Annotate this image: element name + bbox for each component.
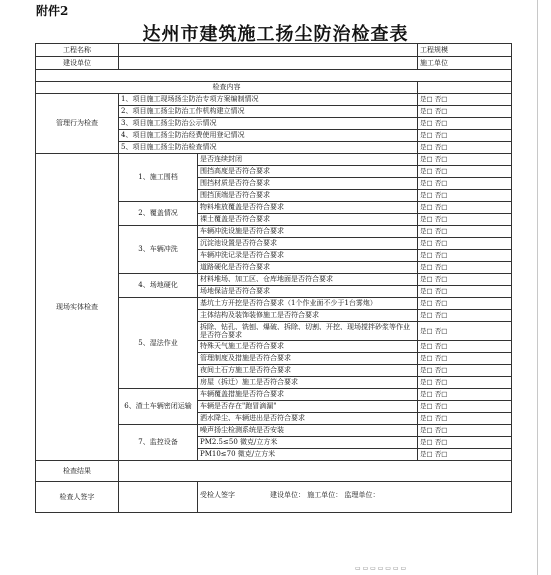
yes-no-checkbox[interactable]: 是□ 否□ <box>418 341 512 353</box>
site-category: 现场实体检查 <box>36 154 119 461</box>
management-item: 4、项目施工扬尘防治经费使用登记情况 <box>119 130 418 142</box>
yes-no-checkbox[interactable]: 是□ 否□ <box>418 286 512 298</box>
spacer-row <box>36 70 512 82</box>
units-sign-label: 建设单位： 施工单位： 监理单位： <box>270 491 380 499</box>
site-item: 车辆冲洗记录是否符合要求 <box>198 250 418 262</box>
site-row <box>36 154 512 166</box>
yes-no-checkbox[interactable]: 是□ 否□ <box>418 118 512 130</box>
section-header: 检查内容 <box>36 82 418 94</box>
page-title: 达州市建筑施工扬尘防治检查表 <box>142 24 409 45</box>
site-item: 基坑土方开挖是否符合要求（1个作业面不少于1台雾炮） <box>198 298 418 310</box>
site-item: PM10≤70 微克/立方米 <box>198 449 418 461</box>
builder-unit-label: 施工单位 <box>418 57 512 70</box>
site-item: 裸土覆盖是否符合要求 <box>198 214 418 226</box>
yes-no-checkbox[interactable]: 是□ 否□ <box>418 353 512 365</box>
site-group-name: 2、覆盖情况 <box>119 202 198 226</box>
inspector-sign-label: 检查人签字 <box>36 482 119 513</box>
management-item: 2、项目施工扬尘防治工作机构建立情况 <box>119 106 418 118</box>
header-row <box>36 44 512 57</box>
yes-no-checkbox[interactable]: 是□ 否□ <box>418 166 512 178</box>
yes-no-checkbox[interactable]: 是□ 否□ <box>418 154 512 166</box>
yes-no-checkbox[interactable]: 是□ 否□ <box>418 310 512 322</box>
yes-no-checkbox[interactable]: 是□ 否□ <box>418 377 512 389</box>
site-group-name: 4、场地硬化 <box>119 274 198 298</box>
yes-no-checkbox[interactable]: 是□ 否□ <box>418 262 512 274</box>
yes-no-checkbox[interactable]: 是□ 否□ <box>418 274 512 286</box>
yes-no-checkbox[interactable]: 是□ 否□ <box>418 437 512 449</box>
yes-no-checkbox[interactable]: 是□ 否□ <box>418 298 512 310</box>
yes-no-checkbox[interactable]: 是□ 否□ <box>418 449 512 461</box>
site-item: 房屋（拆迁）施工是否符合要求 <box>198 377 418 389</box>
signature-row <box>36 482 512 513</box>
result-label: 检查结果 <box>36 461 119 482</box>
site-group-name: 7、监控设备 <box>119 425 198 461</box>
yes-no-checkbox[interactable]: 是□ 否□ <box>418 238 512 250</box>
project-scale-label: 工程规模 <box>418 44 512 57</box>
site-group-name: 1、施工围档 <box>119 154 198 202</box>
management-category: 管理行为检查 <box>36 94 119 154</box>
site-item: 场地保洁是否符合要求 <box>198 286 418 298</box>
yes-no-checkbox[interactable]: 是□ 否□ <box>418 365 512 377</box>
site-item: 围挡材质是否符合要求 <box>198 178 418 190</box>
site-item: 主体结构及装饰装修施工是否符合要求 <box>198 310 418 322</box>
management-item: 1、项目施工现场扬尘防治专项方案编制情况 <box>119 94 418 106</box>
construction-unit-label: 建设单位 <box>36 57 119 70</box>
management-item: 5、项目施工扬尘防治检查情况 <box>119 142 418 154</box>
site-item: PM2.5≤50 微克/立方米 <box>198 437 418 449</box>
inspection-table <box>35 43 512 513</box>
site-group-name: 5、湿法作业 <box>119 298 198 389</box>
inspected-sign-cell <box>198 482 512 513</box>
scroll-edge <box>537 0 538 575</box>
site-item: 噪声扬尘检测系统是否安装 <box>198 425 418 437</box>
site-item: 特殊天气施工是否符合要求 <box>198 341 418 353</box>
site-item: 车辆覆盖措施是否符合要求 <box>198 389 418 401</box>
yes-no-checkbox[interactable]: 是□ 否□ <box>418 214 512 226</box>
header-row <box>36 57 512 70</box>
project-name-value[interactable] <box>119 44 418 57</box>
yes-no-checkbox[interactable]: 是□ 否□ <box>418 202 512 214</box>
yes-no-checkbox[interactable]: 是□ 否□ <box>418 425 512 437</box>
yes-no-checkbox[interactable]: 是□ 否□ <box>418 178 512 190</box>
management-item: 3、项目施工扬尘防治公示情况 <box>119 118 418 130</box>
site-item: 沉淀池设置是否符合要求 <box>198 238 418 250</box>
attachment-label: 附件2 <box>36 4 69 18</box>
blank-cell <box>418 82 512 94</box>
yes-no-checkbox[interactable]: 是□ 否□ <box>418 413 512 425</box>
yes-no-checkbox[interactable]: 是□ 否□ <box>418 130 512 142</box>
site-item: 拆除、钻孔、铣刨、爆破、拆除、切割、开挖、现场搅拌砂浆等作业是否符合要求 <box>198 322 418 341</box>
result-value[interactable] <box>119 461 512 482</box>
taskbar-strip: ▭ ▭ ▭ ▭ ▭ ▭ ▭ <box>355 565 407 572</box>
site-item: 物料堆放覆盖是否符合要求 <box>198 202 418 214</box>
site-group-name: 6、渣土车辆密闭运输 <box>119 389 198 425</box>
yes-no-checkbox[interactable]: 是□ 否□ <box>418 94 512 106</box>
yes-no-checkbox[interactable]: 是□ 否□ <box>418 190 512 202</box>
site-item: 夜间土石方施工是否符合要求 <box>198 365 418 377</box>
inspected-sign-label: 受检人签字 <box>200 491 235 499</box>
result-row <box>36 461 512 482</box>
site-item: 是否连续封闭 <box>198 154 418 166</box>
project-name-label: 工程名称 <box>36 44 119 57</box>
site-group-name: 3、车辆冲洗 <box>119 226 198 274</box>
yes-no-checkbox[interactable]: 是□ 否□ <box>418 401 512 413</box>
yes-no-checkbox[interactable]: 是□ 否□ <box>418 142 512 154</box>
site-item: 材料堆场、加工区、仓库地面是否符合要求 <box>198 274 418 286</box>
site-item: 围挡高度是否符合要求 <box>198 166 418 178</box>
management-row <box>36 94 512 106</box>
site-item: 车辆冲洗设施是否符合要求 <box>198 226 418 238</box>
site-item: 围挡顶端是否符合要求 <box>198 190 418 202</box>
yes-no-checkbox[interactable]: 是□ 否□ <box>418 250 512 262</box>
construction-unit-value[interactable] <box>119 57 418 70</box>
yes-no-checkbox[interactable]: 是□ 否□ <box>418 106 512 118</box>
yes-no-checkbox[interactable]: 是□ 否□ <box>418 322 512 341</box>
site-item: 道路硬化是否符合要求 <box>198 262 418 274</box>
yes-no-checkbox[interactable]: 是□ 否□ <box>418 226 512 238</box>
section-header-row <box>36 82 512 94</box>
site-item: 洒水降尘、车辆进出是否符合要求 <box>198 413 418 425</box>
blank-cell <box>36 70 512 82</box>
yes-no-checkbox[interactable]: 是□ 否□ <box>418 389 512 401</box>
site-item: 车辆是否存在"跑冒滴漏" <box>198 401 418 413</box>
inspector-sign-value[interactable] <box>119 482 198 513</box>
site-item: 管理制度及措施是否符合要求 <box>198 353 418 365</box>
